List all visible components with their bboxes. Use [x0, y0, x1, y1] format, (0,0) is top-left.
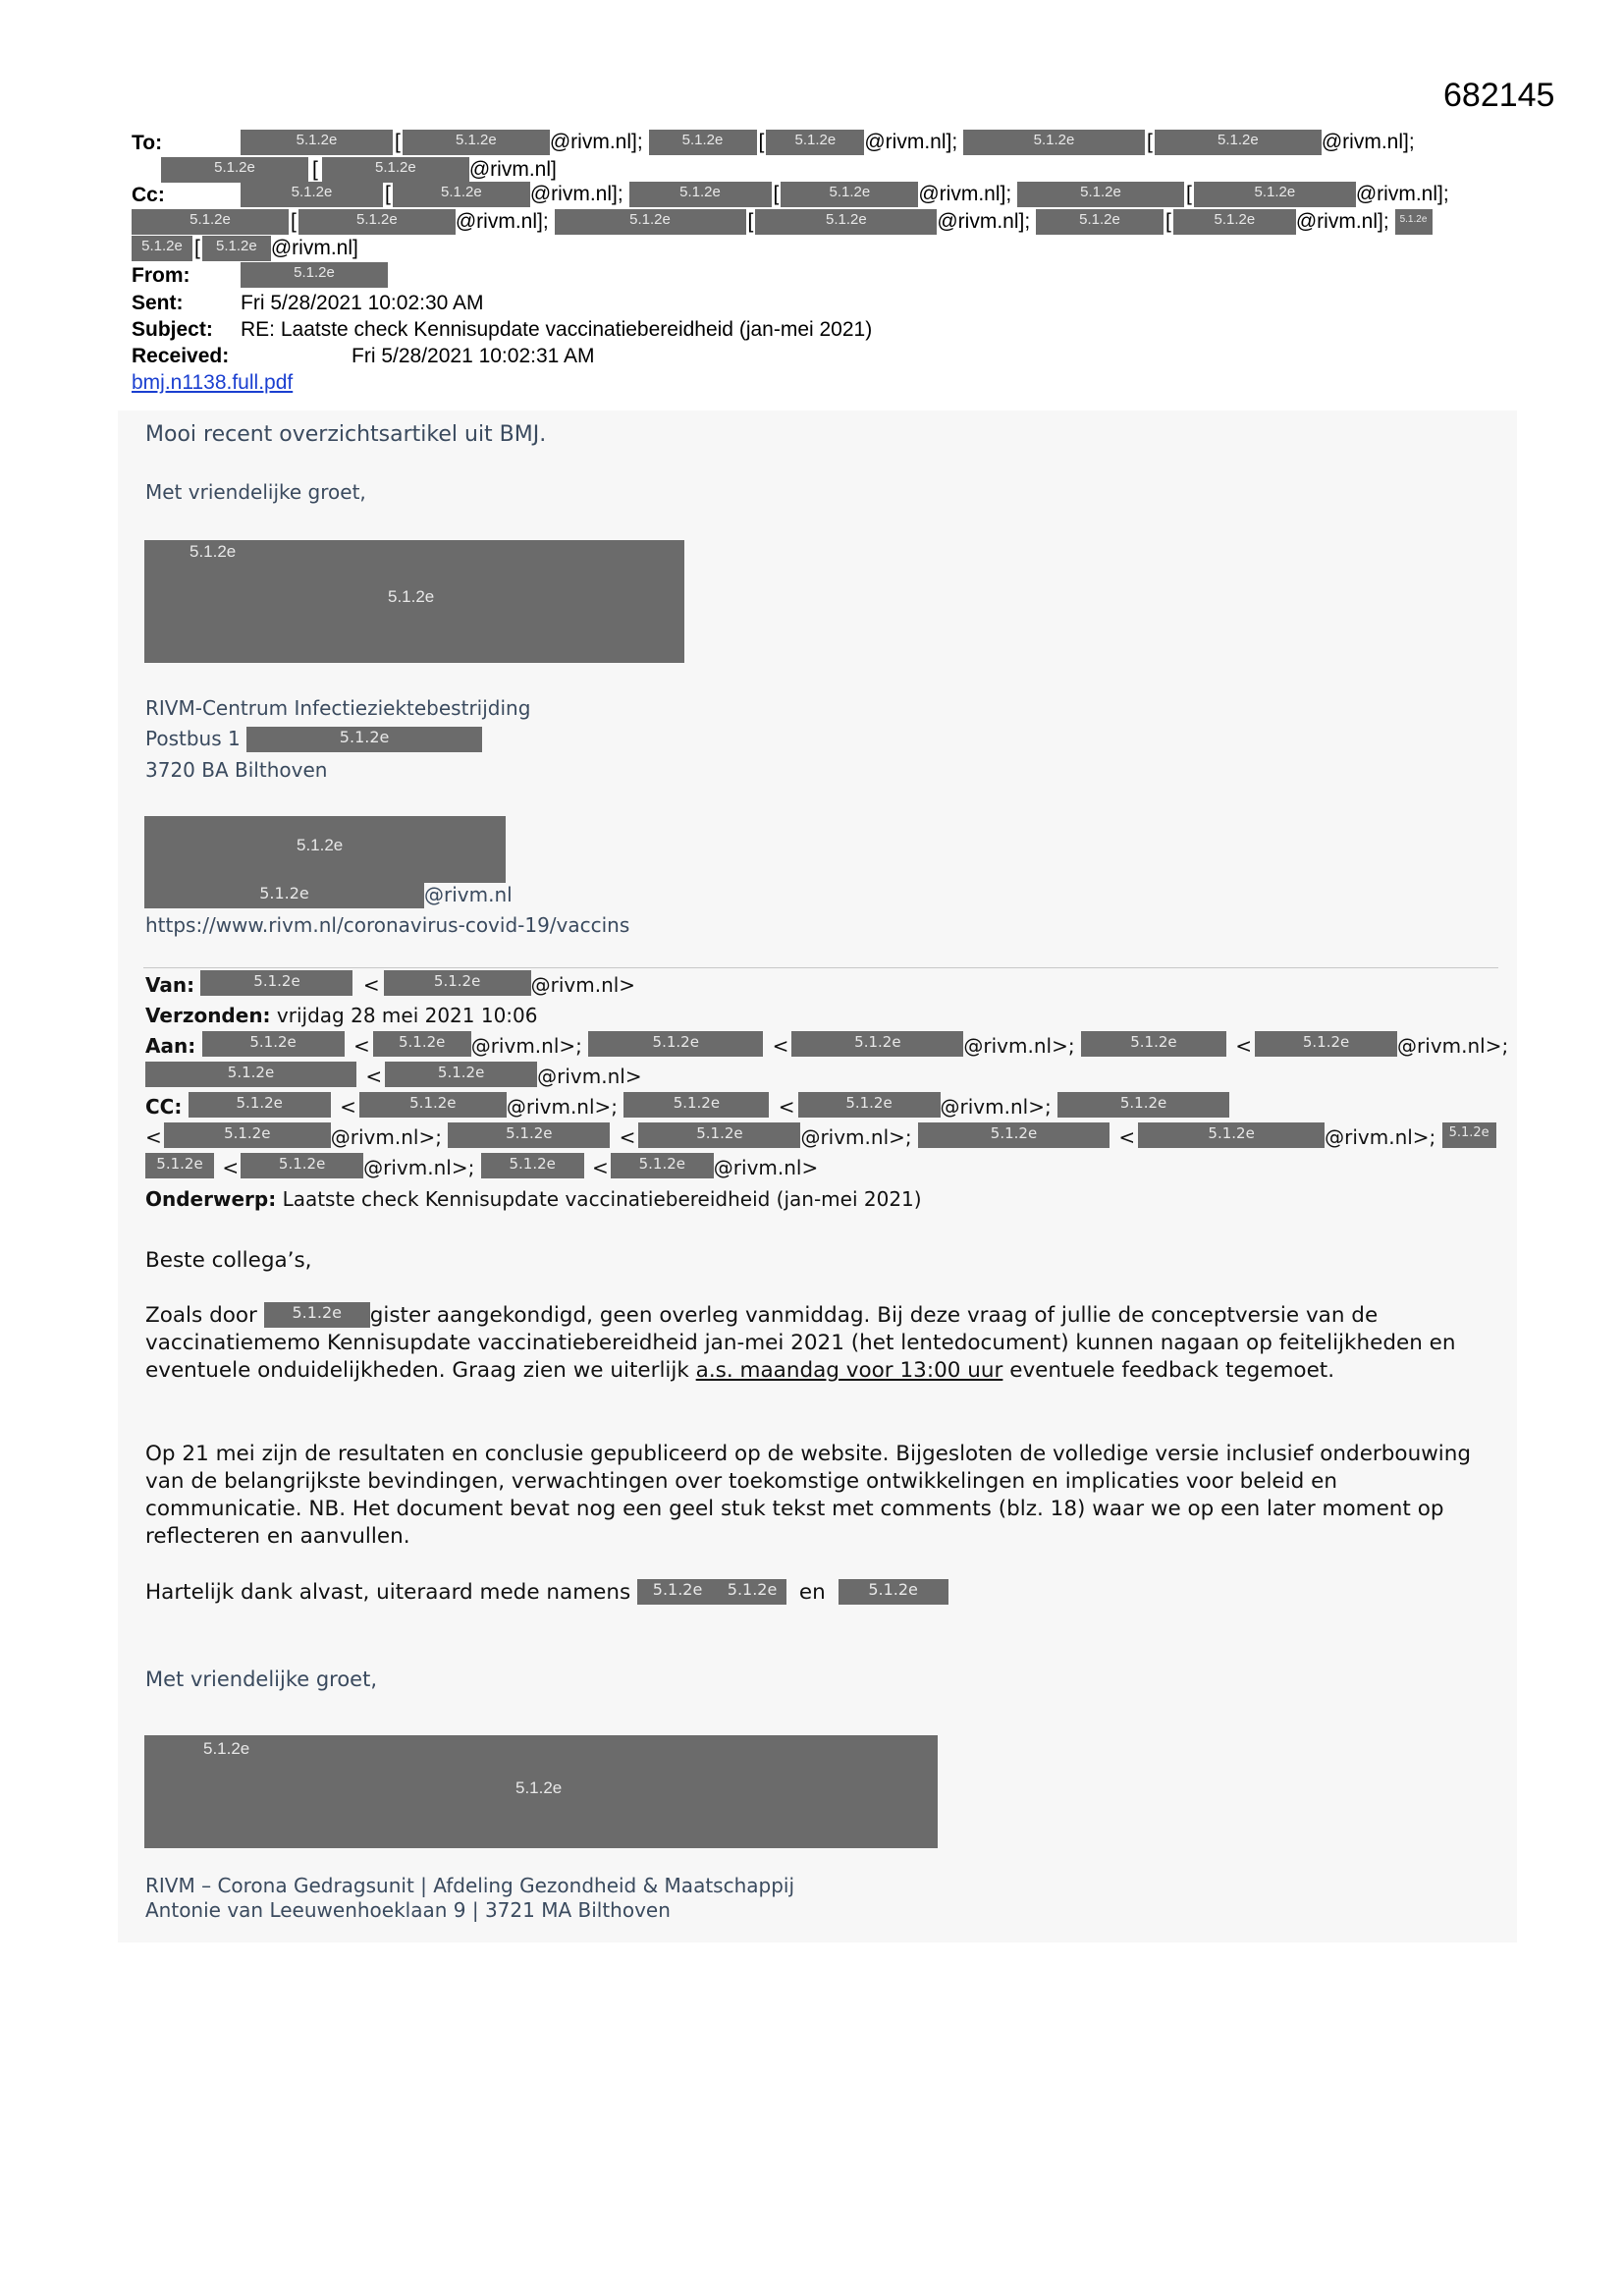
sent-label: Sent: [132, 292, 184, 314]
redaction: 5.1.2e [298, 209, 456, 235]
redaction: 5.1.2e [1138, 1122, 1325, 1148]
redaction: 5.1.2e [384, 970, 531, 996]
closing-signature-redaction [144, 1735, 938, 1848]
reply-email: 5.1.2e @rivm.nl [144, 883, 513, 908]
redaction: 5.1.2e [164, 1122, 331, 1148]
redaction: 5.1.2e [1173, 209, 1296, 235]
redaction: 5.1.2e [623, 1092, 769, 1118]
cc-recipients-row-2: 5.1.2e [ 5.1.2e @rivm.nl]; 5.1.2e [ 5.1.2e @rivm.nl]; 5.1.2e [ 5.1.2e @rivm.nl]; 5.1.2e [132, 209, 1433, 235]
document-number: 682145 [1443, 77, 1555, 114]
redaction: 5.1.2e [791, 1031, 963, 1057]
to-recipients-row-1: 5.1.2e [ 5.1.2e @rivm.nl]; 5.1.2e [ 5.1.2e @rivm.nl]; 5.1.2e [ 5.1.2e @rivm.nl]; [241, 130, 1415, 155]
cc-recipients-row-1: 5.1.2e [ 5.1.2e @rivm.nl]; 5.1.2e [ 5.1.2e @rivm.nl]; 5.1.2e [ 5.1.2e @rivm.nl]; [241, 182, 1449, 207]
redaction: 5.1.2e [755, 209, 937, 235]
redaction: 5.1.2e [359, 1092, 507, 1118]
reply-message: Mooi recent overzichtsartikel uit BMJ. [145, 422, 547, 447]
redaction: 5.1.2e [1057, 1092, 1229, 1118]
redaction: 5.1.2e [555, 209, 746, 235]
reply-url[interactable]: https://www.rivm.nl/coronavirus-covid-19/vaccins [145, 913, 630, 937]
redaction: 5.1.2e [189, 1092, 331, 1118]
from-value [241, 262, 388, 288]
redaction: 5.1.2e [161, 157, 308, 183]
redaction: 5.1.2e [766, 130, 864, 155]
received-value: Fri 5/28/2021 10:02:31 AM [352, 345, 595, 367]
redaction-label: 5.1.2e [203, 1739, 250, 1758]
redaction: 5.1.2e [637, 1579, 718, 1605]
redaction: 5.1.2e [393, 182, 530, 207]
van-row: Van: 5.1.2e < 5.1.2e @rivm.nl> [145, 972, 636, 997]
redaction: 5.1.2e [839, 1579, 948, 1605]
redaction-label: 5.1.2e [388, 587, 435, 606]
redaction: 5.1.2e [611, 1153, 714, 1178]
reply-postbus: Postbus 1 5.1.2e [145, 727, 482, 752]
redaction: 5.1.2e [1255, 1031, 1397, 1057]
redaction-label: 5.1.2e [515, 1778, 563, 1797]
reply-org: RIVM-Centrum Infectieziektebestrijding [145, 696, 531, 720]
redaction: 5.1.2e [781, 182, 918, 207]
redaction: 5.1.2e [718, 1579, 786, 1605]
redaction-label: 5.1.2e [189, 542, 237, 561]
redaction: 5.1.2e [481, 1153, 584, 1178]
redaction: 5.1.2e [241, 1153, 363, 1178]
redaction: 5.1.2e [588, 1031, 763, 1057]
redaction: 5.1.2e [1155, 130, 1322, 155]
redaction: 5.1.2e [373, 1031, 471, 1057]
redaction: 5.1.2e [629, 182, 772, 207]
redaction: 5.1.2e [246, 727, 482, 752]
redaction: 5.1.2e [241, 262, 388, 288]
cc-recipients-row-3: 5.1.2e [ 5.1.2e @rivm.nl] [132, 236, 358, 261]
redaction: 5.1.2e [649, 130, 757, 155]
redaction: 5.1.2e [145, 1153, 214, 1178]
subject-label: Subject: [132, 318, 213, 341]
attachment-link[interactable]: bmj.n1138.full.pdf [132, 371, 294, 394]
redaction: 5.1.2e [241, 130, 393, 155]
redaction: 5.1.2e [145, 1062, 356, 1087]
redaction: 5.1.2e [918, 1122, 1110, 1148]
onderwerp-row: Onderwerp: Laatste check Kennisupdate vaccinatiebereidheid (jan-mei 2021) [145, 1187, 922, 1211]
redaction: 5.1.2e [963, 130, 1145, 155]
redaction: 5.1.2e [448, 1122, 610, 1148]
aan-row-1: Aan: 5.1.2e < 5.1.2e @rivm.nl>; 5.1.2e < 5.1.2e @rivm.nl>; 5.1.2e < 5.1.2e @rivm.nl>; [145, 1033, 1509, 1058]
cc-row-3: 5.1.2e < 5.1.2e @rivm.nl>; 5.1.2e < 5.1.2e @rivm.nl> [145, 1153, 818, 1183]
redaction: 5.1.2e [1036, 209, 1164, 235]
redaction: 5.1.2e [202, 1031, 345, 1057]
redaction: 5.1.2e [798, 1092, 941, 1118]
cc-label: Cc: [132, 184, 165, 206]
thanks-line: Hartelijk dank alvast, uiteraard mede namens 5.1.2e 5.1.2e en 5.1.2e [145, 1579, 948, 1607]
redaction: 5.1.2e [1194, 182, 1356, 207]
redaction: 5.1.2e [241, 182, 383, 207]
redaction: 5.1.2e [1017, 182, 1184, 207]
redaction: 5.1.2e [132, 236, 192, 261]
paragraph-1: Zoals door 5.1.2e gister aangekondigd, geen overleg vanmiddag. Bij deze vraag of jullie de conceptversie van de vaccinatiememo Kennisupdate vaccinatiebereidheid jan-mei 2021 (het lentedocument) kunnen nagaan op feitelijkheden en eventuele onduidelijkheden. Graag zien we uiterlijk a.s. maandag voor 13:00 uur eventuele feedback tegemoet. [145, 1303, 1456, 1383]
subject-value: RE: Laatste check Kennisupdate vaccinatiebereidheid (jan-mei 2021) [241, 318, 873, 341]
redaction: 5.1.2e [403, 130, 550, 155]
contact-redaction [144, 816, 506, 883]
redaction: 5.1.2e [1395, 209, 1433, 235]
divider [143, 967, 1498, 968]
redaction: 5.1.2e [385, 1062, 537, 1087]
closing-greeting: Met vriendelijke groet, [145, 1667, 378, 1691]
reply-greeting: Met vriendelijke groet, [145, 480, 366, 504]
signature-redaction [144, 540, 684, 663]
redaction-label: 5.1.2e [297, 836, 344, 854]
redaction: 5.1.2e [322, 157, 469, 183]
from-label: From: [132, 264, 190, 287]
redaction: 5.1.2e [132, 209, 289, 235]
redaction: 5.1.2e [1442, 1122, 1496, 1148]
reply-city: 3720 BA Bilthoven [145, 758, 328, 782]
verzonden-row: Verzonden: vrijdag 28 mei 2021 10:06 [145, 1004, 538, 1027]
cc-row-2: < 5.1.2e @rivm.nl>; 5.1.2e < 5.1.2e @rivm.nl>; 5.1.2e < 5.1.2e @rivm.nl>; 5.1.2e [145, 1122, 1496, 1153]
redaction: 5.1.2e [638, 1122, 800, 1148]
to-label: To: [132, 132, 163, 154]
aan-row-2: 5.1.2e < 5.1.2e @rivm.nl> [145, 1062, 642, 1092]
to-recipients-row-2: 5.1.2e [ 5.1.2e @rivm.nl] [161, 157, 557, 183]
closing-address: Antonie van Leeuwenhoeklaan 9 | 3721 MA Bilthoven [145, 1898, 671, 1922]
redaction: 5.1.2e [1081, 1031, 1226, 1057]
received-label: Received: [132, 345, 230, 367]
closing-org: RIVM – Corona Gedragsunit | Afdeling Gezondheid & Maatschappij [145, 1874, 795, 1897]
cc-row-1: CC: 5.1.2e < 5.1.2e @rivm.nl>; 5.1.2e < 5.1.2e @rivm.nl>; 5.1.2e [145, 1092, 1229, 1122]
redaction: 5.1.2e [200, 970, 352, 996]
redaction: 5.1.2e [144, 883, 424, 908]
redaction: 5.1.2e [202, 236, 271, 261]
redaction: 5.1.2e [264, 1302, 370, 1328]
paragraph-2: Op 21 mei zijn de resultaten en conclusie gepubliceerd op de website. Bijgesloten de volledige versie inclusief onderbouwing van de belangrijkste bevindingen, verwachtingen over toekomstige ontwikkelingen en implicaties voor beleid en communicatie. NB. Het document bevat nog een geel stuk tekst met comments (blz. 18) waar we op een later moment op reflecteren en aanvullen. [145, 1442, 1472, 1549]
salutation: Beste collega’s, [145, 1248, 312, 1273]
sent-value: Fri 5/28/2021 10:02:30 AM [241, 292, 484, 314]
